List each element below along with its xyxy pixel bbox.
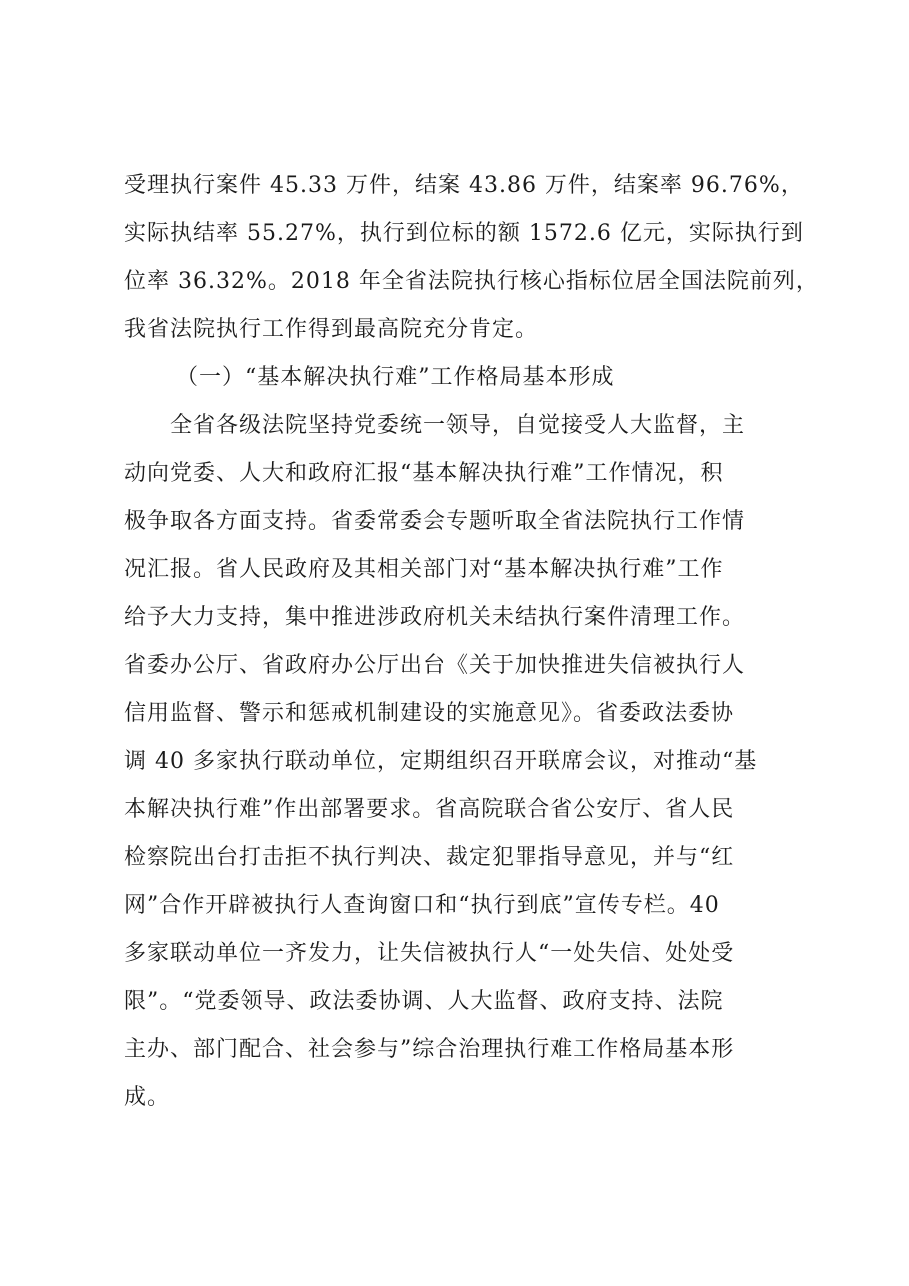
paragraph-2-line: 极争取各方面支持。省委常委会专题听取全省法院执行工作情 [124,509,746,534]
paragraph-1-line: 我省法院执行工作得到最高院充分肯定。 [124,317,539,342]
section-heading: （一）“基本解决执行难”工作格局基本形成 [176,365,615,390]
paragraph-2-line: 调 40 多家执行联动单位，定期组织召开联席会议，对推动“基 [124,749,758,774]
paragraph-2-line: 检察院出台打击拒不执行判决、裁定犯罪指导意见，并与“红 [124,845,735,870]
paragraph-2-line: 限”。“党委领导、政法委协调、人大监督、政府支持、法院 [124,989,724,1014]
paragraph-2-line: 给予大力支持，集中推进涉政府机关未结执行案件清理工作。 [124,605,746,630]
paragraph-2-line: 网”合作开辟被执行人查询窗口和“执行到底”宣传专栏。40 [124,893,720,918]
paragraph-2-line: 省委办公厅、省政府办公厅出台《关于加快推进失信被执行人 [124,653,746,678]
paragraph-2-line: 全省各级法院坚持党委统一领导，自觉接受人大监督，主 [170,413,746,438]
paragraph-2-line: 本解决执行难”作出部署要求。省高院联合省公安厅、省人民 [124,797,735,822]
paragraph-2-line: 动向党委、人大和政府汇报“基本解决执行难”工作情况，积 [124,461,724,486]
paragraph-1-line: 位率 36.32%。2018 年全省法院执行核心指标位居全国法院前列， [124,269,819,294]
paragraph-1-line: 受理执行案件 45.33 万件，结案 43.86 万件，结案率 96.76%， [124,173,804,198]
paragraph-2-line: 成。 [124,1085,171,1110]
paragraph-2-line: 信用监督、警示和惩戒机制建设的实施意见》。省委政法委协 [124,701,735,726]
paragraph-2-line: 主办、部门配合、社会参与”综合治理执行难工作格局基本形 [124,1037,735,1062]
paragraph-2-line: 多家联动单位一齐发力，让失信被执行人“一处失信、处处受 [124,941,735,966]
paragraph-1-line: 实际执结率 55.27%，执行到位标的额 1572.6 亿元，实际执行到 [124,221,804,246]
paragraph-2-line: 况汇报。省人民政府及其相关部门对“基本解决执行难”工作 [124,557,724,582]
